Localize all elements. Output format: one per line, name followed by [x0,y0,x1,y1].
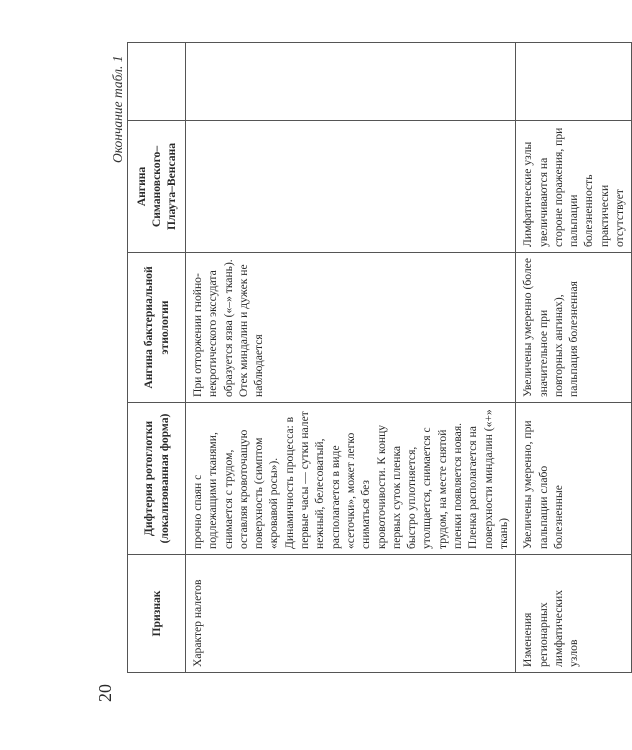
table-continuation-label: Окончание табл. 1 [110,55,125,163]
cell-bacterial: Увеличены умеренно (более значительное при повторных ангинах), пальпация болезненная [516,253,632,403]
cell-bacterial: При отторжении гнойно-некротического экссудата образуется язва («–» ткань). Отек миндалин и дужек не наблюдается [186,253,516,403]
cell-diphtheria: прочно спаян с подлежащими тканями, снимается с трудом, оставляя кровоточащую поверхность (симптом «кровавой росы»). Динамичность процесса: в первые часы — сутки налет нежный, белесоватый, располагается в виде «сеточки», может легко сниматься без кровоточивости. К концу первых суток пленка быстро уплотняется, утолщается, снимается с трудом, на месте снятой пленки появляется новая. Пленка располагается на поверхности миндалин («+» ткань) [186,403,516,555]
cell-vincent [186,121,516,253]
table-row [186,43,516,673]
header-diphtheria: Дифтерия ротоглотки (локализованная форма) [128,403,186,555]
header-feature: Признак [128,555,186,673]
comparison-table-container [127,43,627,673]
header-bacterial-angina: Ангина бактериальной этиологии [128,253,186,403]
cell-feature: Характер налетов [186,555,516,673]
header-empty [128,43,186,121]
table-row [516,43,632,673]
cell-diphtheria: Увеличены умеренно, при пальпации слабо болезненные [516,403,632,555]
cell-vincent: Лимфатические узлы увеличиваются на стороне поражения, при пальпации болезненность практически отсутствует [516,121,632,253]
cell-extra [516,43,632,121]
header-vincent-angina: Ангина Симановского–Плаута–Венсана [128,121,186,253]
cell-extra [186,43,516,121]
page-number: 20 [95,684,115,702]
cell-feature: Изменения регионарных лимфатических узлов [516,555,632,673]
table-header-row [128,43,186,673]
comparison-table [127,42,632,673]
